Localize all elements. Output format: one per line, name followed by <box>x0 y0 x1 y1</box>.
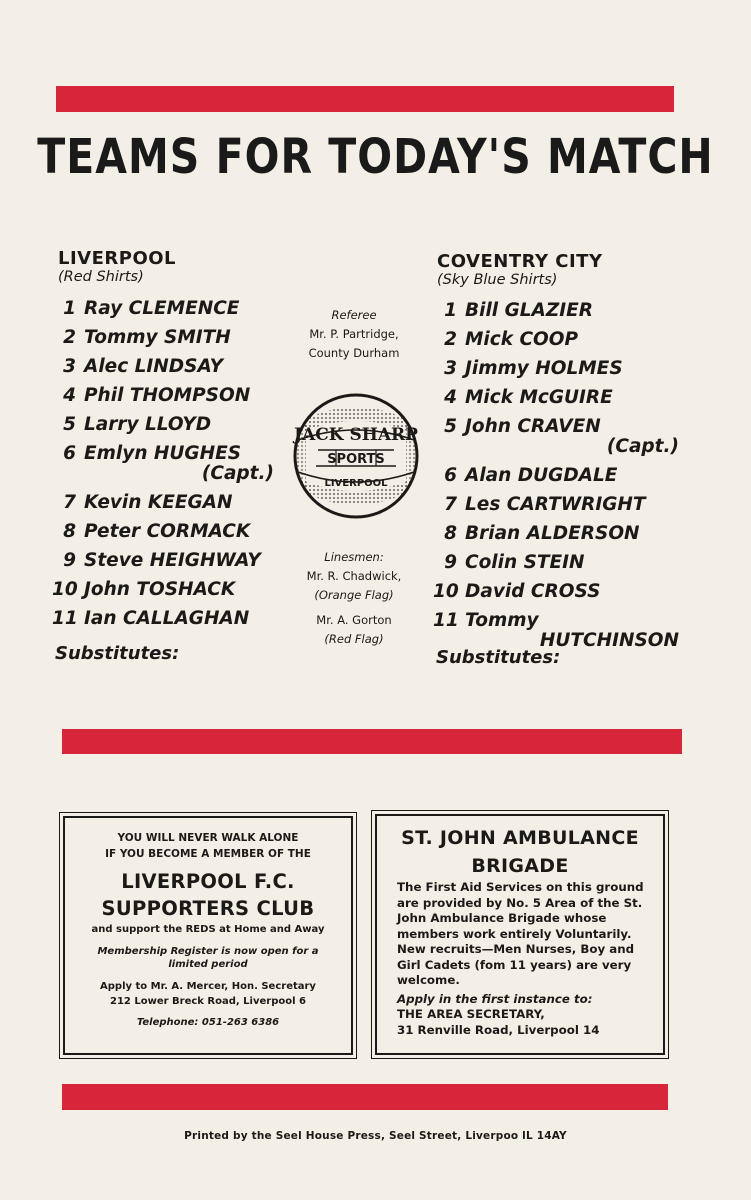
home-player-row <box>52 381 274 410</box>
away-player-row <box>433 577 679 606</box>
supporters-title-1: LIVERPOOL F.C. <box>121 870 295 893</box>
linesman-2-flag: (Red Flag) <box>324 632 384 646</box>
logo-line-1: JACK SHARP <box>294 425 418 445</box>
supporters-line-2: IF YOU BECOME A MEMBER OF THE <box>105 848 311 860</box>
referee-name: Mr. P. Partridge, <box>309 327 399 341</box>
referee-block <box>279 306 429 363</box>
away-player-row <box>433 354 679 383</box>
player-number: 7 <box>63 492 76 513</box>
player-number: 4 <box>63 385 76 406</box>
linesman-1-flag: (Orange Flag) <box>314 588 394 602</box>
printer-credit: Printed by the Seel House Press, Seel Street, Liverpoo lL 14AY <box>184 1130 567 1142</box>
player-name: Ian CALLAGHAN <box>84 608 250 629</box>
st-john-ambulance-advert <box>375 814 665 1055</box>
player-number: 7 <box>444 494 457 515</box>
referee-place: County Durham <box>308 346 400 360</box>
player-number: 9 <box>444 552 457 573</box>
player-number: 2 <box>444 329 457 350</box>
supporters-line-3: and support the REDS at Home and Away <box>91 924 325 935</box>
player-note: HUTCHINSON <box>539 630 679 651</box>
away-player-row <box>433 412 679 457</box>
player-number: 10 <box>433 581 459 602</box>
ambulance-address-2: 31 Renville Road, Liverpool 14 <box>397 1022 600 1037</box>
player-number: 2 <box>63 327 76 348</box>
home-player-list <box>52 294 274 633</box>
player-name: David CROSS <box>465 581 601 602</box>
linesman-2-name: Mr. A. Gorton <box>316 613 392 627</box>
player-number: 3 <box>63 356 76 377</box>
away-team-shirts: (Sky Blue Shirts) <box>437 272 558 288</box>
player-name: Ray CLEMENCE <box>84 298 240 319</box>
middle-red-bar <box>62 729 682 754</box>
player-name: Larry LLOYD <box>84 414 212 435</box>
logo-line-2: SPORTS <box>327 452 385 467</box>
away-player-row <box>433 325 679 354</box>
ambulance-body: The First Aid Services on this ground are provided by No. 5 Area of the St. John Ambulance Brigade whose members work entirely Voluntarily. New recruits—Men Nurses, Boy and Girl Cadets (fom 11 years) are very welcome. <box>397 880 644 987</box>
supporters-line-1: YOU WILL NEVER WALK ALONE <box>117 832 299 844</box>
away-player-row <box>433 548 679 577</box>
player-name: John TOSHACK <box>84 579 236 600</box>
player-number: 3 <box>444 358 457 379</box>
supporters-line-5: limited period <box>168 959 248 970</box>
linesman-1-name: Mr. R. Chadwick, <box>306 569 402 583</box>
away-player-row <box>433 490 679 519</box>
supporters-line-7: 212 Lower Breck Road, Liverpool 6 <box>110 996 306 1007</box>
football-logo-icon <box>292 392 420 520</box>
player-name: Tommy <box>465 610 539 631</box>
player-name: Colin STEIN <box>465 552 585 573</box>
player-number: 1 <box>63 298 76 319</box>
home-team-shirts: (Red Shirts) <box>58 269 144 285</box>
player-number: 5 <box>444 416 457 437</box>
player-name: John CRAVEN <box>465 416 601 437</box>
player-number: 11 <box>52 608 78 629</box>
home-player-row <box>52 546 274 575</box>
linesmen-label: Linesmen: <box>324 550 384 564</box>
ambulance-apply: Apply in the first instance to: <box>397 991 593 1006</box>
home-player-row <box>52 294 274 323</box>
player-number: 9 <box>63 550 76 571</box>
linesmen-block <box>279 548 429 649</box>
page-title: TEAMS FOR TODAY'S MATCH <box>37 128 714 185</box>
player-name: Alec LINDSAY <box>84 356 224 377</box>
home-player-row <box>52 439 274 484</box>
player-number: 6 <box>63 443 76 464</box>
player-name: Tommy SMITH <box>84 327 231 348</box>
player-name: Emlyn HUGHES <box>84 443 242 464</box>
player-note: (Capt.) <box>201 463 274 484</box>
top-red-bar <box>56 86 674 112</box>
away-player-row <box>433 296 679 325</box>
player-number: 6 <box>444 465 457 486</box>
player-number: 4 <box>444 387 457 408</box>
supporters-title-2: SUPPORTERS CLUB <box>101 897 315 920</box>
home-player-row <box>52 323 274 352</box>
player-name: Steve HEIGHWAY <box>84 550 261 571</box>
bottom-red-bar <box>62 1084 668 1110</box>
player-number: 8 <box>444 523 457 544</box>
home-player-row <box>52 410 274 439</box>
home-player-row <box>52 517 274 546</box>
away-team-name: COVENTRY CITY <box>437 251 603 272</box>
player-name: Mick COOP <box>465 329 579 350</box>
referee-label: Referee <box>331 308 377 322</box>
home-player-row <box>52 352 274 381</box>
away-player-row <box>433 461 679 490</box>
player-name: Mick McGUIRE <box>465 387 613 408</box>
player-number: 8 <box>63 521 76 542</box>
supporters-telephone: Telephone: 051-263 6386 <box>136 1017 280 1028</box>
logo-line-3: LIVERPOOL <box>324 478 388 489</box>
player-name: Peter CORMACK <box>84 521 251 542</box>
away-player-row <box>433 519 679 548</box>
home-player-row <box>52 604 274 633</box>
away-substitutes-label: Substitutes: <box>436 647 561 668</box>
player-number: 5 <box>63 414 76 435</box>
player-name: Alan DUGDALE <box>465 465 618 486</box>
player-name: Kevin KEEGAN <box>84 492 233 513</box>
ambulance-title-2: BRIGADE <box>471 855 569 877</box>
home-team-name: LIVERPOOL <box>58 248 177 269</box>
ambulance-title-1: ST. JOHN AMBULANCE <box>401 827 639 849</box>
player-name: Phil THOMPSON <box>84 385 251 406</box>
home-substitutes-label: Substitutes: <box>55 643 180 664</box>
player-name: Jimmy HOLMES <box>465 358 623 379</box>
supporters-line-6: Apply to Mr. A. Mercer, Hon. Secretary <box>100 981 316 992</box>
away-player-list <box>433 296 679 655</box>
player-name: Les CARTWRIGHT <box>465 494 646 515</box>
home-player-row <box>52 488 274 517</box>
player-number: 11 <box>433 610 459 631</box>
supporters-line-4: Membership Register is now open for a <box>97 946 319 957</box>
home-player-row <box>52 575 274 604</box>
player-name: Bill GLAZIER <box>465 300 594 321</box>
away-player-row <box>433 383 679 412</box>
away-player-row <box>433 606 679 651</box>
supporters-club-advert <box>63 816 353 1055</box>
ambulance-address-1: THE AREA SECRETARY, <box>397 1007 545 1021</box>
player-note: (Capt.) <box>606 436 679 457</box>
player-number: 10 <box>52 579 78 600</box>
player-name: Brian ALDERSON <box>465 523 640 544</box>
player-number: 1 <box>444 300 457 321</box>
